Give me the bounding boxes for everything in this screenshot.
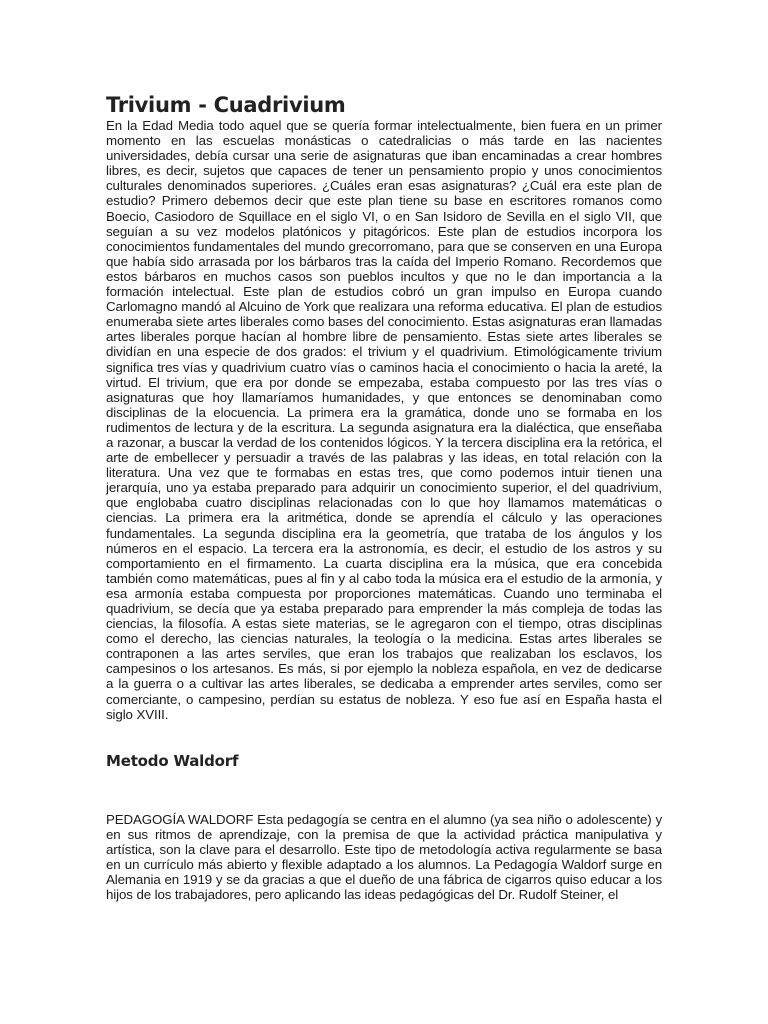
- document-page: [106, 92, 662, 902]
- section-title-trivium: Trivium - Cuadrivium: [106, 93, 346, 117]
- section-body-trivium: En la Edad Media todo aquel que se quería formar intelectualmente, bien fuera en un primer momento en las escuelas monásticas o catedralicias o más tarde en las nacientes universidades, debía cursar una serie de asignaturas que iban encaminadas a crear hombres libres, es decir, sujetos que capaces de tener un pensamiento propio y unos conocimientos culturales denominados superiores. ¿Cuáles eran esas asignaturas? ¿Cuál era este plan de estudio? Primero debemos decir que este plan tiene su base en escritores romanos como Boecio, Casiodoro de Squillace en el siglo VI, o en San Isidoro de Sevilla en el siglo VII, que seguían a su vez modelos platónicos y pitagóricos. Este plan de estudios incorpora los conocimientos fundamentales del mundo grecorromano, para que se conserven en una Europa que había sido arrasada por los bárbaros tras la caída del Imperio Romano. Recordemos que estos bárbaros en muchos casos son pueblos incultos y que no le dan importancia a la formación intelectual. Este plan de estudios cobró un gran impulso en Europa cuando Carlomagno mandó al Alcuino de York que realizara una reforma educativa. El plan de estudios enumeraba siete artes liberales como bases del conocimiento. Estas asignaturas eran llamadas artes liberales porque hacían al hombre libre de pensamiento. Estas siete artes liberales se dividían en una especie de dos grados: el trivium y el quadrivium. Etimológicamente trivium significa tres vías y quadrivium cuatro vías o caminos hacia el conocimiento o hacia la areté, la virtud. El trivium, que era por donde se empezaba, estaba compuesto por las tres vías o asignaturas que hoy llamaríamos humanidades, y que entonces se denominaban como disciplinas de la elocuencia. La primera era la gramática, donde uno se formaba en los rudimentos de lectura y de la escritura. La segunda asignatura era la dialéctica, que enseñaba a razonar, a buscar la verdad de los contenidos lógicos. Y la tercera disciplina era la retórica, el arte de embellecer y persuadir a través de las palabras y las ideas, en total relación con la literatura. Una vez que te formabas en estas tres, que como podemos intuir tienen una jerarquía, uno ya estaba preparado para adquirir un conocimiento superior, el del quadrivium, que englobaba cuatro disciplinas relacionadas con lo que hoy llamamos matemáticas o ciencias. La primera era la aritmética, donde se aprendía el cálculo y las operaciones fundamentales. La segunda disciplina era la geometría, que trataba de los ángulos y los números en el espacio. La tercera era la astronomía, es decir, el estudio de los astros y su comportamiento en el firmamento. La cuarta disciplina era la música, que era concebida también como matemáticas, pues al fin y al cabo toda la música era el estudio de la armonía, y esa armonía estaba compuesta por proporciones matemáticas. Cuando uno terminaba el quadrivium, se decía que ya estaba preparado para emprender la más compleja de todas las ciencias, la filosofía. A estas siete materias, se le agregaron con el tiempo, otras disciplinas como el derecho, las ciencias naturales, la teología o la medicina. Estas artes liberales se contraponen a las artes serviles, que eran los trabajos que realizaban los esclavos, los campesinos o los artesanos. Es más, si por ejemplo la nobleza española, en vez de dedicarse a la guerra o a cultivar las artes liberales, se dedicaba a emprender artes serviles, como ser comerciante, o campesino, perdían su estatus de nobleza. Y eso fue así en España hasta el siglo XVIII.: [106, 118, 662, 722]
- section-title-waldorf: Metodo Waldorf: [106, 751, 239, 770]
- section-body-waldorf: PEDAGOGÍA WALDORF Esta pedagogía se centra en el alumno (ya sea niño o adolescente) y en sus ritmos de aprendizaje, con la premisa de que la actividad práctica manipulativa y artística, son la clave para el desarrollo. Este tipo de metodología activa regularmente se basa en un currículo más abierto y flexible adaptado a los alumnos. La Pedagogía Waldorf surge en Alemania en 1919 y se da gracias a que el dueño de una fábrica de cigarros quiso educar a los hijos de los trabajadores, pero aplicando las ideas pedagógicas del Dr. Rudolf Steiner, el: [106, 811, 662, 903]
